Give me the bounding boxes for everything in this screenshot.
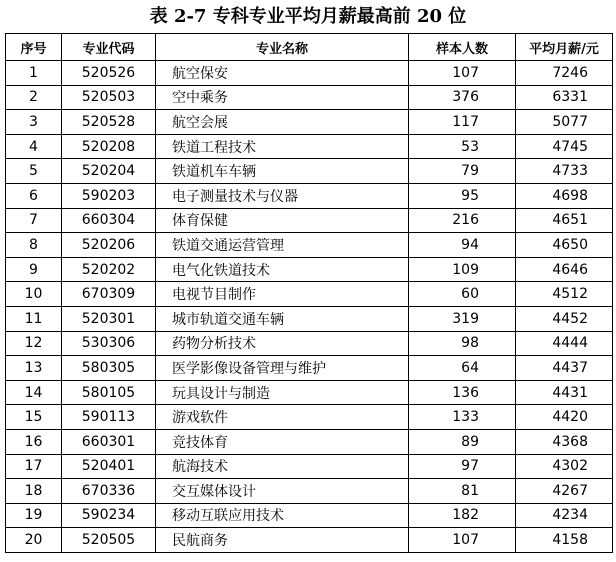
- cell-salary: 4650: [516, 233, 613, 258]
- cell-code: 520204: [62, 159, 156, 184]
- table-row: [6, 134, 613, 159]
- cell-code: 520505: [62, 528, 156, 553]
- cell-sample-count: 319: [409, 306, 516, 331]
- cell-code: 520206: [62, 233, 156, 258]
- cell-index: 7: [6, 208, 62, 233]
- table-row: [6, 61, 613, 86]
- cell-sample-count: 133: [409, 405, 516, 430]
- cell-index: 12: [6, 331, 62, 356]
- cell-sample-count: 94: [409, 233, 516, 258]
- cell-major-name: 航空保安: [156, 61, 409, 86]
- header-sample-count: 样本人数: [409, 34, 516, 61]
- cell-major-name: 药物分析技术: [156, 331, 409, 356]
- cell-salary: 4302: [516, 454, 613, 479]
- cell-salary: 4651: [516, 208, 613, 233]
- cell-sample-count: 107: [409, 61, 516, 86]
- cell-major-name: 玩具设计与制造: [156, 380, 409, 405]
- cell-major-name: 体育保健: [156, 208, 409, 233]
- cell-index: 19: [6, 503, 62, 528]
- cell-major-name: 民航商务: [156, 528, 409, 553]
- cell-code: 530306: [62, 331, 156, 356]
- cell-major-name: 铁道机车车辆: [156, 159, 409, 184]
- cell-sample-count: 60: [409, 282, 516, 307]
- table-row: [6, 85, 613, 110]
- table-row: [6, 233, 613, 258]
- header-name: 专业名称: [156, 34, 409, 61]
- cell-code: 580105: [62, 380, 156, 405]
- cell-salary: 4646: [516, 257, 613, 282]
- cell-sample-count: 89: [409, 429, 516, 454]
- cell-code: 520401: [62, 454, 156, 479]
- cell-index: 14: [6, 380, 62, 405]
- cell-major-name: 移动互联应用技术: [156, 503, 409, 528]
- cell-salary: 4452: [516, 306, 613, 331]
- table-caption: 表 2-7 专科专业平均月薪最高前 20 位: [149, 6, 467, 27]
- cell-code: 520503: [62, 85, 156, 110]
- cell-index: 4: [6, 134, 62, 159]
- table-body: [6, 61, 613, 553]
- cell-index: 10: [6, 282, 62, 307]
- cell-sample-count: 376: [409, 85, 516, 110]
- cell-salary: 4368: [516, 429, 613, 454]
- cell-index: 17: [6, 454, 62, 479]
- cell-code: 590113: [62, 405, 156, 430]
- table-row: [6, 503, 613, 528]
- cell-index: 5: [6, 159, 62, 184]
- cell-index: 18: [6, 479, 62, 504]
- header-salary: 平均月薪/元: [516, 34, 613, 61]
- cell-sample-count: 98: [409, 331, 516, 356]
- table-row: [6, 183, 613, 208]
- cell-code: 660301: [62, 429, 156, 454]
- cell-index: 3: [6, 110, 62, 135]
- cell-sample-count: 182: [409, 503, 516, 528]
- table-row: [6, 159, 613, 184]
- table-row: [6, 282, 613, 307]
- table-row: [6, 356, 613, 381]
- cell-major-name: 航海技术: [156, 454, 409, 479]
- cell-salary: 4745: [516, 134, 613, 159]
- cell-sample-count: 53: [409, 134, 516, 159]
- cell-code: 670309: [62, 282, 156, 307]
- table-row: [6, 257, 613, 282]
- table-row: [6, 479, 613, 504]
- cell-major-name: 电子测量技术与仪器: [156, 183, 409, 208]
- header-index: 序号: [6, 34, 62, 61]
- cell-salary: 4234: [516, 503, 613, 528]
- table-header-row: [6, 34, 613, 61]
- cell-code: 520202: [62, 257, 156, 282]
- cell-sample-count: 117: [409, 110, 516, 135]
- cell-sample-count: 64: [409, 356, 516, 381]
- cell-index: 11: [6, 306, 62, 331]
- cell-salary: 4267: [516, 479, 613, 504]
- cell-major-name: 电视节目制作: [156, 282, 409, 307]
- cell-major-name: 空中乘务: [156, 85, 409, 110]
- cell-sample-count: 107: [409, 528, 516, 553]
- cell-major-name: 航空会展: [156, 110, 409, 135]
- cell-salary: 5077: [516, 110, 613, 135]
- cell-sample-count: 79: [409, 159, 516, 184]
- cell-index: 20: [6, 528, 62, 553]
- cell-salary: 6331: [516, 85, 613, 110]
- cell-salary: 4512: [516, 282, 613, 307]
- cell-sample-count: 97: [409, 454, 516, 479]
- table-row: [6, 306, 613, 331]
- cell-code: 520526: [62, 61, 156, 86]
- cell-index: 15: [6, 405, 62, 430]
- cell-salary: 7246: [516, 61, 613, 86]
- cell-salary: 4444: [516, 331, 613, 356]
- header-code: 专业代码: [62, 34, 156, 61]
- cell-index: 2: [6, 85, 62, 110]
- cell-code: 520528: [62, 110, 156, 135]
- table-row: [6, 110, 613, 135]
- cell-salary: 4733: [516, 159, 613, 184]
- cell-sample-count: 95: [409, 183, 516, 208]
- cell-index: 16: [6, 429, 62, 454]
- cell-code: 580305: [62, 356, 156, 381]
- table-row: [6, 528, 613, 553]
- table-row: [6, 331, 613, 356]
- cell-major-name: 铁道交通运营管理: [156, 233, 409, 258]
- cell-index: 9: [6, 257, 62, 282]
- cell-salary: 4431: [516, 380, 613, 405]
- table-row: [6, 429, 613, 454]
- cell-sample-count: 216: [409, 208, 516, 233]
- cell-sample-count: 136: [409, 380, 516, 405]
- cell-index: 8: [6, 233, 62, 258]
- table-row: [6, 454, 613, 479]
- cell-major-name: 交互媒体设计: [156, 479, 409, 504]
- cell-major-name: 电气化铁道技术: [156, 257, 409, 282]
- cell-major-name: 竞技体育: [156, 429, 409, 454]
- cell-sample-count: 109: [409, 257, 516, 282]
- cell-major-name: 游戏软件: [156, 405, 409, 430]
- cell-code: 660304: [62, 208, 156, 233]
- cell-code: 590234: [62, 503, 156, 528]
- cell-index: 1: [6, 61, 62, 86]
- cell-major-name: 铁道工程技术: [156, 134, 409, 159]
- table-row: [6, 380, 613, 405]
- cell-sample-count: 81: [409, 479, 516, 504]
- cell-salary: 4698: [516, 183, 613, 208]
- cell-index: 13: [6, 356, 62, 381]
- cell-major-name: 城市轨道交通车辆: [156, 306, 409, 331]
- cell-code: 520208: [62, 134, 156, 159]
- cell-salary: 4158: [516, 528, 613, 553]
- salary-table: [5, 33, 613, 553]
- cell-major-name: 医学影像设备管理与维护: [156, 356, 409, 381]
- cell-code: 590203: [62, 183, 156, 208]
- cell-index: 6: [6, 183, 62, 208]
- cell-salary: 4420: [516, 405, 613, 430]
- cell-salary: 4437: [516, 356, 613, 381]
- cell-code: 520301: [62, 306, 156, 331]
- cell-code: 670336: [62, 479, 156, 504]
- table-row: [6, 405, 613, 430]
- table-row: [6, 208, 613, 233]
